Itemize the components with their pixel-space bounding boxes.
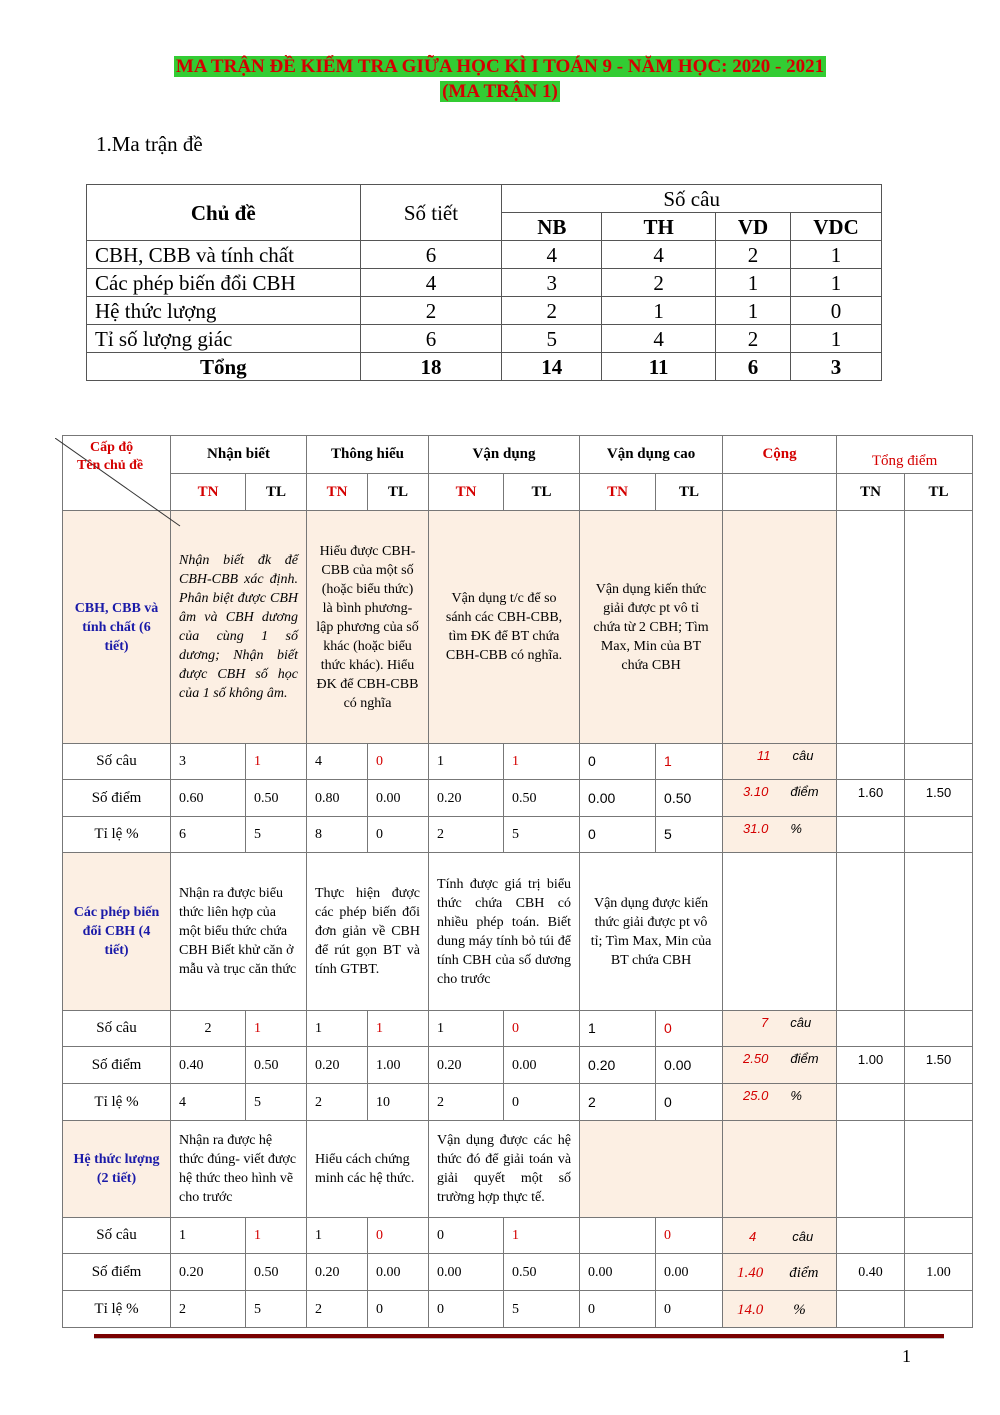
level-th: Thông hiểu: [307, 436, 429, 474]
points-cell: 0.00: [368, 1254, 429, 1291]
count-cell: 0: [368, 1218, 429, 1254]
total-label: Tổng: [87, 353, 361, 381]
count-cell: [580, 1218, 656, 1254]
count-cell: 1: [307, 1218, 368, 1254]
header-vdc: VDC: [791, 213, 882, 241]
header-periods: Số tiết: [360, 185, 502, 241]
cell-nb: 4: [502, 241, 602, 269]
points-cell: 0.50: [656, 780, 723, 817]
percent-cell: 0: [368, 1291, 429, 1328]
topic-name: CBH, CBB và tính chất (6 tiết): [63, 511, 171, 744]
table-row: [87, 241, 882, 269]
header-topic: Chủ đề: [87, 185, 361, 241]
points-cell: 0.40: [171, 1047, 246, 1084]
total-vdc: 3: [791, 353, 882, 381]
points-cell: 0.00: [580, 1254, 656, 1291]
count-cell: 4: [307, 744, 368, 780]
total-th: 11: [602, 353, 716, 381]
corner-cell: [63, 436, 171, 511]
total-row: [87, 353, 882, 381]
cell-vdc: 1: [791, 269, 882, 297]
total-count: 7 câu: [723, 1011, 837, 1047]
count-cell: 0: [656, 1218, 723, 1254]
tl-header: TL: [656, 474, 723, 511]
level-vd: Vận dụng: [429, 436, 580, 474]
percent-cell: 0: [429, 1291, 504, 1328]
percent-cell: 5: [246, 817, 307, 853]
header-vd: VD: [716, 213, 791, 241]
points-cell: 0.20: [307, 1254, 368, 1291]
count-cell: 3: [171, 744, 246, 780]
percent-cell: 0: [368, 817, 429, 853]
document-title: MA TRẬN ĐỀ KIỂM TRA GIỮA HỌC KÌ I TOÁN 9 - NĂM HỌC: 2020 - 2021: [175, 56, 825, 77]
count-cell: 2: [171, 1011, 246, 1047]
vdc-description: Vận dụng được kiến thức giải được pt vô tỉ; Tìm Max, Min của BT chứa CBH: [580, 853, 723, 1011]
points-cell: 0.20: [307, 1047, 368, 1084]
tl-header: TL: [504, 474, 580, 511]
count-cell: 1: [504, 744, 580, 780]
total-points: 3.10 điểm: [723, 780, 837, 817]
count-cell: 0: [656, 1011, 723, 1047]
percent-cell: 6: [171, 817, 246, 853]
cell-periods: 6: [360, 241, 502, 269]
corner-level-label: Cấp độ: [90, 440, 134, 455]
tn-header: TN: [429, 474, 504, 511]
header-questions: Số câu: [502, 185, 882, 213]
percent-cell: 5: [246, 1291, 307, 1328]
matrix-table: [62, 435, 973, 1328]
topic-name: Hệ thức lượng (2 tiết): [63, 1121, 171, 1218]
th-description: Thực hiện được các phép biến đổi đơn giản về CBH để rút gọn BT và tính GTBT.: [307, 853, 429, 1011]
th-description: Hiểu được CBH-CBB của một số (hoặc biểu thức) là bình phương-lập phương của số khác (hoặc biểu thức khác). Hiểu ĐK để CBH-CBB có nghĩa: [307, 511, 429, 744]
percent-cell: 5: [504, 1291, 580, 1328]
points-cell: 0.00: [656, 1254, 723, 1291]
percent-cell: 2: [580, 1084, 656, 1121]
cell-periods: 6: [360, 325, 502, 353]
tn-header: TN: [171, 474, 246, 511]
count-cell: 1: [429, 744, 504, 780]
percent-cell: 0: [504, 1084, 580, 1121]
level-vdc: Vận dụng cao: [580, 436, 723, 474]
row-label-percent: Tỉ lệ %: [63, 1084, 171, 1121]
row-label-points: Số điểm: [63, 1254, 171, 1291]
cell-nb: 3: [502, 269, 602, 297]
row-label-count: Số câu: [63, 744, 171, 780]
vd-description: Vận dụng được các hệ thức đó để giải toán và giải quyết một số trường hợp thực tế.: [429, 1121, 580, 1218]
percent-cell: 4: [171, 1084, 246, 1121]
points-cell: 1.00: [368, 1047, 429, 1084]
percent-cell: 2: [429, 1084, 504, 1121]
cell-periods: 4: [360, 269, 502, 297]
header-th: TH: [602, 213, 716, 241]
percent-cell: 5: [656, 817, 723, 853]
cell-nb: 2: [502, 297, 602, 325]
count-cell: 1: [246, 1218, 307, 1254]
percent-cell: 10: [368, 1084, 429, 1121]
footer-rule: [94, 1334, 944, 1339]
count-cell: 1: [429, 1011, 504, 1047]
score-tn: 1.00: [837, 1047, 905, 1084]
vdc-description: Vận dụng kiến thức giải được pt vô tỉ chứa từ 2 CBH; Tìm Max, Min của BT chứa CBH: [580, 511, 723, 744]
count-cell: 1: [307, 1011, 368, 1047]
row-label-percent: Tỉ lệ %: [63, 817, 171, 853]
row-label-count: Số câu: [63, 1218, 171, 1254]
cell-vdc: 1: [791, 241, 882, 269]
nb-description: Nhận ra được hệ thức đúng- viết được hệ thức theo hình vẽ cho trước: [171, 1121, 307, 1218]
cell-nb: 5: [502, 325, 602, 353]
page-number: 1: [902, 1346, 911, 1366]
points-cell: 0.50: [246, 1254, 307, 1291]
points-cell: 0.00: [580, 780, 656, 817]
level-score: Tổng điểm: [837, 436, 973, 474]
count-cell: 0: [429, 1218, 504, 1254]
tl-header: TL: [246, 474, 307, 511]
percent-cell: 2: [429, 817, 504, 853]
count-cell: 1: [368, 1011, 429, 1047]
topic-name: Các phép biến đổi CBH (4 tiết): [63, 853, 171, 1011]
tn-header: TN: [307, 474, 368, 511]
row-label-percent: Tỉ lệ %: [63, 1291, 171, 1328]
cell-topic: Hệ thức lượng: [87, 297, 361, 325]
percent-cell: 2: [307, 1291, 368, 1328]
points-cell: 0.00: [368, 780, 429, 817]
percent-cell: 0: [656, 1084, 723, 1121]
vdc-description: [580, 1121, 723, 1218]
tl-header: TL: [368, 474, 429, 511]
total-points: 1.40 điểm: [723, 1254, 837, 1291]
points-cell: 0.50: [504, 780, 580, 817]
percent-cell: 8: [307, 817, 368, 853]
score-tn: 1.60: [837, 780, 905, 817]
nb-description: Nhận biết đk để CBH-CBB xác định. Phân biệt được CBH âm và CBH dương của cùng 1 số dương; Nhận biết được CBH số học của 1 số không âm.: [171, 511, 307, 744]
table-row: [87, 297, 882, 325]
cell-vd: 2: [716, 241, 791, 269]
total-vd: 6: [716, 353, 791, 381]
cell-vdc: 0: [791, 297, 882, 325]
points-cell: 0.50: [504, 1254, 580, 1291]
header-nb: NB: [502, 213, 602, 241]
tn-header: TN: [837, 474, 905, 511]
percent-cell: 5: [246, 1084, 307, 1121]
cell-vd: 2: [716, 325, 791, 353]
cell-topic: CBH, CBB và tính chất: [87, 241, 361, 269]
score-tl: 1.50: [905, 1047, 973, 1084]
summary-table: [86, 184, 882, 381]
corner-topic-label: Tên chủ đề: [77, 458, 144, 473]
cell-th: 4: [602, 325, 716, 353]
level-total: Cộng: [723, 436, 837, 474]
row-label-points: Số điểm: [63, 780, 171, 817]
cell-th: 2: [602, 269, 716, 297]
points-cell: 0.80: [307, 780, 368, 817]
points-cell: 0.50: [246, 780, 307, 817]
cell-topic: Các phép biến đổi CBH: [87, 269, 361, 297]
points-cell: 0.20: [580, 1047, 656, 1084]
cell-periods: 2: [360, 297, 502, 325]
cell-topic: Tỉ số lượng giác: [87, 325, 361, 353]
nb-description: Nhận ra được biểu thức liên hợp của một biểu thức chứa CBH Biết khử căn ở mẫu và trục căn thức: [171, 853, 307, 1011]
total-percent: 31.0 %: [723, 817, 837, 853]
points-cell: 0.50: [246, 1047, 307, 1084]
total-count: 4 câu: [723, 1218, 837, 1254]
total-count: 11 câu: [723, 744, 837, 780]
cell-vd: 1: [716, 269, 791, 297]
cell-vdc: 1: [791, 325, 882, 353]
score-tn: 0.40: [837, 1254, 905, 1291]
document-subtitle: (MA TRẬN 1): [442, 81, 558, 102]
row-label-count: Số câu: [63, 1011, 171, 1047]
level-nb: Nhận biết: [171, 436, 307, 474]
points-cell: 0.00: [504, 1047, 580, 1084]
total-nb: 14: [502, 353, 602, 381]
percent-cell: 2: [307, 1084, 368, 1121]
count-cell: 1: [504, 1218, 580, 1254]
table-row: [87, 269, 882, 297]
total-percent: 25.0 %: [723, 1084, 837, 1121]
percent-cell: 5: [504, 817, 580, 853]
points-cell: 0.00: [429, 1254, 504, 1291]
tl-header: TL: [905, 474, 973, 511]
points-cell: 0.20: [171, 1254, 246, 1291]
row-label-points: Số điểm: [63, 1047, 171, 1084]
vd-description: Vận dụng t/c để so sánh các CBH-CBB, tìm ĐK để BT chứa CBH-CBB có nghĩa.: [429, 511, 580, 744]
cell-vd: 1: [716, 297, 791, 325]
cell-th: 4: [602, 241, 716, 269]
points-cell: 0.60: [171, 780, 246, 817]
tn-header: TN: [580, 474, 656, 511]
points-cell: 0.20: [429, 1047, 504, 1084]
percent-cell: 0: [656, 1291, 723, 1328]
total-periods: 18: [360, 353, 502, 381]
count-cell: 1: [246, 1011, 307, 1047]
count-cell: 0: [504, 1011, 580, 1047]
percent-cell: 0: [580, 1291, 656, 1328]
count-cell: 0: [580, 744, 656, 780]
total-points: 2.50 điểm: [723, 1047, 837, 1084]
count-cell: 1: [656, 744, 723, 780]
percent-cell: 2: [171, 1291, 246, 1328]
count-cell: 1: [171, 1218, 246, 1254]
score-tl: 1.00: [905, 1254, 973, 1291]
percent-cell: 0: [580, 817, 656, 853]
points-cell: 0.00: [656, 1047, 723, 1084]
total-percent: 14.0 %: [723, 1291, 837, 1328]
table-row: [87, 325, 882, 353]
count-cell: 0: [368, 744, 429, 780]
vd-description: Tính được giá trị biểu thức chứa CBH có nhiều phép toán. Biết dung máy tính bỏ túi để tính CBH của số dương cho trước: [429, 853, 580, 1011]
count-cell: 1: [246, 744, 307, 780]
score-tl: 1.50: [905, 780, 973, 817]
cell-th: 1: [602, 297, 716, 325]
th-description: Hiểu cách chứng minh các hệ thức.: [307, 1121, 429, 1218]
count-cell: 1: [580, 1011, 656, 1047]
section-heading: 1.Ma trận đề: [96, 132, 203, 156]
points-cell: 0.20: [429, 780, 504, 817]
